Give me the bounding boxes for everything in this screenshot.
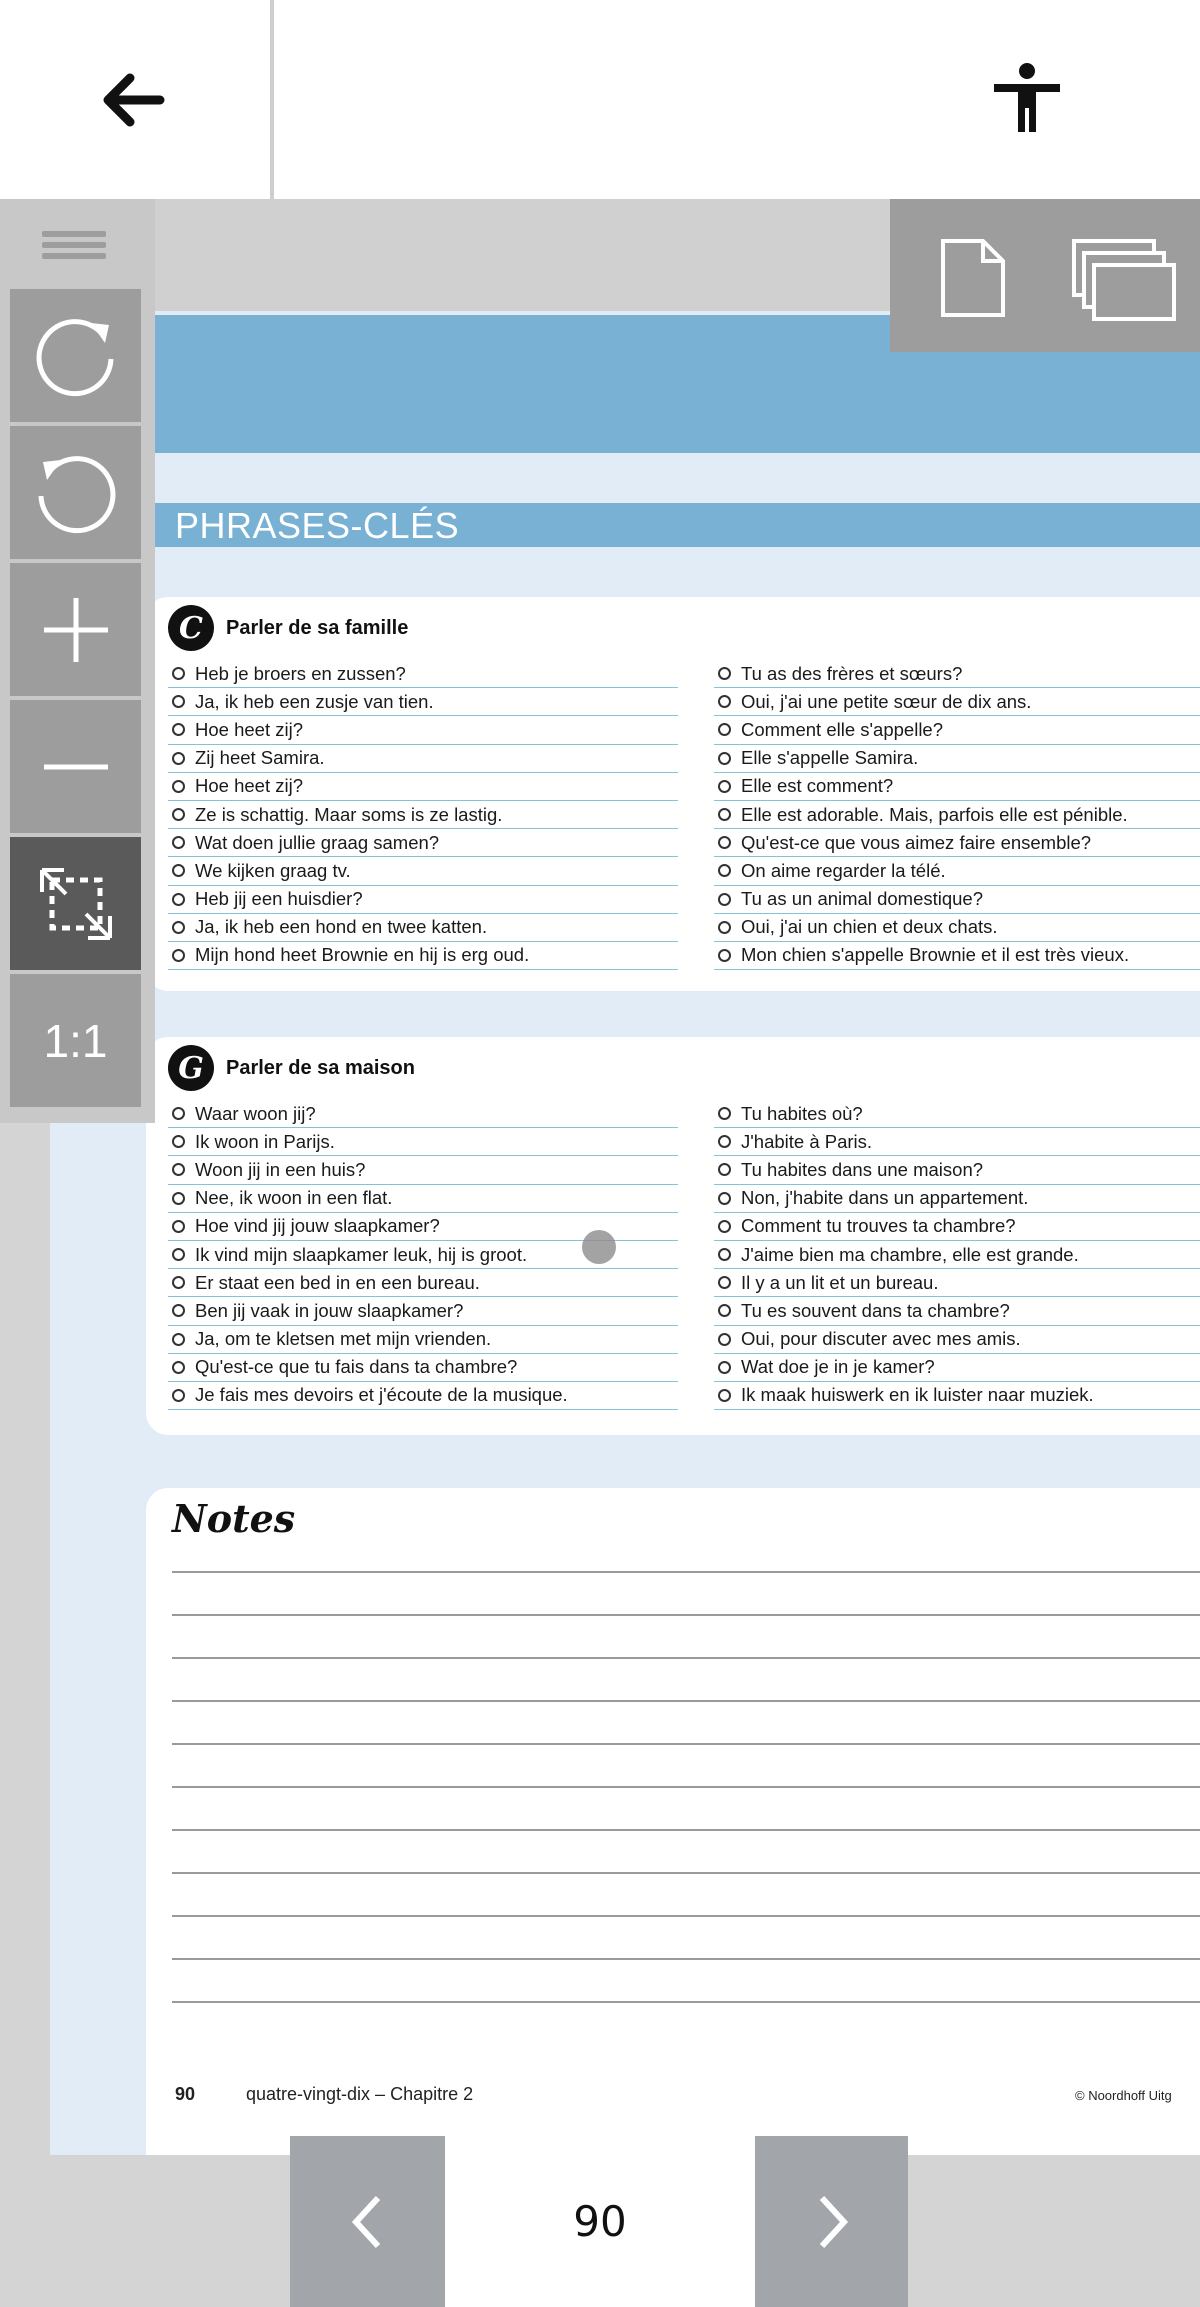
top-bar (0, 0, 1200, 199)
rotate-clockwise-button[interactable] (10, 289, 141, 422)
phrase-row (714, 773, 1200, 801)
zoom-toolbar (0, 199, 155, 1123)
phrase-text: Oui, j'ai un chien et deux chats. (741, 916, 998, 938)
checkbox-circle[interactable] (718, 808, 731, 821)
section-header (168, 1045, 415, 1091)
rotate-counterclockwise-button[interactable] (10, 426, 141, 559)
phrase-row (168, 1382, 678, 1410)
phrase-row (168, 773, 678, 801)
note-line (172, 1571, 1200, 1573)
phrase-text: Il y a un lit et un bureau. (741, 1271, 939, 1293)
note-line (172, 1657, 1200, 1659)
current-page-indicator[interactable]: 90 (445, 2136, 755, 2307)
arrow-left-icon (100, 70, 170, 130)
actual-size-button[interactable] (10, 974, 141, 1107)
phrase-row (168, 1100, 678, 1128)
phrase-text: Tu es souvent dans ta chambre? (741, 1299, 1010, 1321)
phrase-text: Ja, om te kletsen met mijn vrienden. (195, 1328, 492, 1350)
fit-to-screen-icon (36, 864, 116, 944)
checkbox-circle[interactable] (718, 1192, 731, 1205)
phrase-row (168, 1326, 678, 1354)
checkbox-circle[interactable] (172, 1192, 185, 1205)
phrase-row (714, 1297, 1200, 1325)
checkbox-circle[interactable] (718, 864, 731, 877)
phrase-text: J'aime bien ma chambre, elle est grande. (741, 1243, 1079, 1265)
section-header (168, 605, 408, 651)
back-button[interactable] (100, 70, 170, 130)
multi-page-button[interactable] (1070, 237, 1180, 323)
phrase-row (168, 1297, 678, 1325)
checkbox-circle[interactable] (718, 723, 731, 736)
checkbox-circle[interactable] (718, 752, 731, 765)
page-title: PHRASES-CLÉS (175, 505, 460, 546)
checkbox-circle[interactable] (718, 695, 731, 708)
note-line (172, 1786, 1200, 1788)
phrase-list-french (714, 660, 1200, 970)
checkbox-circle[interactable] (172, 695, 185, 708)
phrase-row (168, 745, 678, 773)
phrase-text: Ik maak huiswerk en ik luister naar muziek. (741, 1384, 1094, 1406)
phrase-text: Er staat een bed in en een bureau. (195, 1271, 480, 1293)
checkbox-circle[interactable] (172, 836, 185, 849)
phrase-text: Mon chien s'appelle Brownie et il est très vieux. (741, 944, 1130, 966)
checkbox-circle[interactable] (172, 1304, 185, 1317)
accessibility-person-icon (990, 62, 1064, 134)
fit-to-screen-button[interactable] (10, 837, 141, 970)
phrase-text: Ik vind mijn slaapkamer leuk, hij is groot. (195, 1243, 528, 1265)
phrase-row (714, 1128, 1200, 1156)
phrase-list-dutch (168, 660, 678, 970)
phrase-text: Heb je broers en zussen? (195, 662, 406, 684)
phrase-text: Elle est adorable. Mais, parfois elle est pénible. (741, 803, 1128, 825)
phrase-text: Zij heet Samira. (195, 747, 325, 769)
phrase-row (714, 688, 1200, 716)
phrase-text: Ik woon in Parijs. (195, 1130, 335, 1152)
phrase-text: Hoe vind jij jouw slaapkamer? (195, 1215, 440, 1237)
phrase-text: Tu as un animal domestique? (741, 888, 984, 910)
phrase-row (168, 857, 678, 885)
checkbox-circle[interactable] (718, 949, 731, 962)
phrase-text: Tu habites où? (741, 1102, 863, 1124)
checkbox-circle[interactable] (172, 1389, 185, 1402)
phrase-row (168, 660, 678, 688)
note-line (172, 1872, 1200, 1874)
previous-page-button[interactable] (290, 2136, 445, 2307)
checkbox-circle[interactable] (718, 893, 731, 906)
phrase-row (168, 1185, 678, 1213)
phrase-row (714, 1213, 1200, 1241)
phrase-text: Woon jij in een huis? (195, 1158, 366, 1180)
section-badge: G (168, 1045, 214, 1091)
phrase-text: Ben jij vaak in jouw slaapkamer? (195, 1299, 464, 1321)
section-maison (146, 1037, 1200, 1435)
drag-handle[interactable] (42, 231, 106, 263)
phrase-text: Tu as des frères et sœurs? (741, 662, 963, 684)
phrase-text: Mijn hond heet Brownie en hij is erg oud. (195, 944, 530, 966)
single-page-button[interactable] (935, 237, 1010, 319)
section-famille (146, 597, 1200, 991)
section-title: Parler de sa famille (226, 616, 409, 639)
phrase-text: Wat doen jullie graag samen? (195, 831, 440, 853)
phrase-text: Hoe heet zij? (195, 775, 303, 797)
actual-size-label: 1:1 (43, 1014, 108, 1067)
checkbox-circle[interactable] (172, 752, 185, 765)
note-line (172, 1958, 1200, 1960)
checkbox-circle[interactable] (172, 864, 185, 877)
phrase-row (714, 1269, 1200, 1297)
phrase-row (714, 886, 1200, 914)
phrase-text: Elle est comment? (741, 775, 894, 797)
checkbox-circle[interactable] (718, 1163, 731, 1176)
phrase-row (714, 1382, 1200, 1410)
checkbox-circle[interactable] (172, 723, 185, 736)
phrase-text: Heb jij een huisdier? (195, 888, 363, 910)
phrase-text: Comment tu trouves ta chambre? (741, 1215, 1016, 1237)
checkbox-circle[interactable] (718, 1220, 731, 1233)
note-line (172, 1915, 1200, 1917)
checkbox-circle[interactable] (718, 1276, 731, 1289)
chevron-right-icon (812, 2192, 852, 2252)
note-line (172, 2001, 1200, 2003)
checkbox-circle[interactable] (172, 1361, 185, 1374)
phrase-row (714, 660, 1200, 688)
phrase-row (168, 829, 678, 857)
phrase-row (168, 801, 678, 829)
phrase-text: J'habite à Paris. (741, 1130, 873, 1152)
phrase-text: Waar woon jij? (195, 1102, 316, 1124)
checkbox-circle[interactable] (172, 893, 185, 906)
checkbox-circle[interactable] (172, 1163, 185, 1176)
phrase-row (714, 914, 1200, 942)
phrase-row (714, 1241, 1200, 1269)
phrase-row (168, 716, 678, 744)
accessibility-button[interactable] (990, 62, 1064, 134)
phrase-text: Ja, ik heb een zusje van tien. (195, 690, 434, 712)
multi-page-icon (1070, 237, 1180, 323)
checkbox-circle[interactable] (172, 1333, 185, 1346)
phrase-text: We kijken graag tv. (195, 859, 351, 881)
phrase-list-french (714, 1100, 1200, 1410)
chevron-left-icon (348, 2192, 388, 2252)
notes-card (146, 1488, 1200, 2155)
note-line (172, 1700, 1200, 1702)
phrase-row (714, 801, 1200, 829)
checkbox-circle[interactable] (718, 1389, 731, 1402)
zoom-in-icon (36, 590, 116, 670)
phrase-row (168, 1354, 678, 1382)
footer-chapter: quatre-vingt-dix – Chapitre 2 (246, 2084, 474, 2104)
checkbox-circle[interactable] (172, 1107, 185, 1120)
checkbox-circle[interactable] (718, 1333, 731, 1346)
next-page-button[interactable] (755, 2136, 908, 2307)
phrase-row (168, 1269, 678, 1297)
phrase-row (714, 1354, 1200, 1382)
checkbox-circle[interactable] (718, 1248, 731, 1261)
note-line (172, 1614, 1200, 1616)
phrase-row (714, 716, 1200, 744)
rotate-clockwise-icon (31, 311, 121, 401)
phrase-text: Nee, ik woon in een flat. (195, 1187, 393, 1209)
phrase-row (714, 1156, 1200, 1184)
section-badge: C (168, 605, 214, 651)
phrase-text: Qu'est-ce que tu fais dans ta chambre? (195, 1356, 518, 1378)
checkbox-circle[interactable] (172, 1276, 185, 1289)
checkbox-circle[interactable] (718, 1107, 731, 1120)
zoom-out-button[interactable] (10, 700, 141, 833)
view-mode-buttons (890, 199, 1200, 352)
phrase-text: Qu'est-ce que vous aimez faire ensemble? (741, 831, 1092, 853)
phrase-row (168, 942, 678, 970)
checkbox-circle[interactable] (172, 949, 185, 962)
phrase-row (714, 1326, 1200, 1354)
checkbox-circle[interactable] (718, 780, 731, 793)
phrase-row (168, 886, 678, 914)
phrase-text: Comment elle s'appelle? (741, 718, 944, 740)
phrase-text: Ja, ik heb een hond en twee katten. (195, 916, 488, 938)
rotate-counterclockwise-icon (31, 448, 121, 538)
zoom-in-button[interactable] (10, 563, 141, 696)
phrase-row (168, 1156, 678, 1184)
phrase-text: Oui, pour discuter avec mes amis. (741, 1328, 1021, 1350)
checkbox-circle[interactable] (172, 1248, 185, 1261)
note-line (172, 1829, 1200, 1831)
section-title: Parler de sa maison (226, 1056, 415, 1079)
checkbox-circle[interactable] (172, 1135, 185, 1148)
notes-title: Notes (172, 1496, 296, 1541)
phrase-row (714, 857, 1200, 885)
checkbox-circle[interactable] (718, 1304, 731, 1317)
checkbox-circle[interactable] (172, 1220, 185, 1233)
checkbox-circle[interactable] (172, 667, 185, 680)
phrase-text: Je fais mes devoirs et j'écoute de la musique. (195, 1384, 568, 1406)
phrase-text: Elle s'appelle Samira. (741, 747, 919, 769)
phrase-row (168, 1128, 678, 1156)
phrase-row (714, 1100, 1200, 1128)
phrase-row (714, 1185, 1200, 1213)
document-page[interactable] (50, 199, 1200, 2155)
phrase-row (168, 688, 678, 716)
phrase-text: Tu habites dans une maison? (741, 1158, 984, 1180)
phrase-row (714, 745, 1200, 773)
phrase-text: Ze is schattig. Maar soms is ze lastig. (195, 803, 503, 825)
checkbox-circle[interactable] (172, 921, 185, 934)
phrase-text: Non, j'habite dans un appartement. (741, 1187, 1029, 1209)
note-line (172, 1743, 1200, 1745)
topbar-divider (270, 0, 274, 199)
checkbox-circle[interactable] (718, 836, 731, 849)
checkbox-circle[interactable] (172, 780, 185, 793)
checkbox-circle[interactable] (718, 667, 731, 680)
checkbox-circle[interactable] (718, 1135, 731, 1148)
checkbox-circle[interactable] (172, 808, 185, 821)
phrase-row (168, 914, 678, 942)
phrase-row (714, 829, 1200, 857)
phrase-text: Hoe heet zij? (195, 718, 303, 740)
phrase-text: Oui, j'ai une petite sœur de dix ans. (741, 690, 1032, 712)
touch-indicator (582, 1230, 616, 1264)
phrase-text: On aime regarder la télé. (741, 859, 946, 881)
footer-page-number: 90 (175, 2084, 196, 2104)
checkbox-circle[interactable] (718, 1361, 731, 1374)
zoom-out-icon (36, 727, 116, 807)
phrase-row (714, 942, 1200, 970)
single-page-icon (935, 237, 1010, 319)
phrase-text: Wat doe je in je kamer? (741, 1356, 935, 1378)
footer-copyright: © Noordhoff Uitg (1075, 2088, 1172, 2103)
checkbox-circle[interactable] (718, 921, 731, 934)
